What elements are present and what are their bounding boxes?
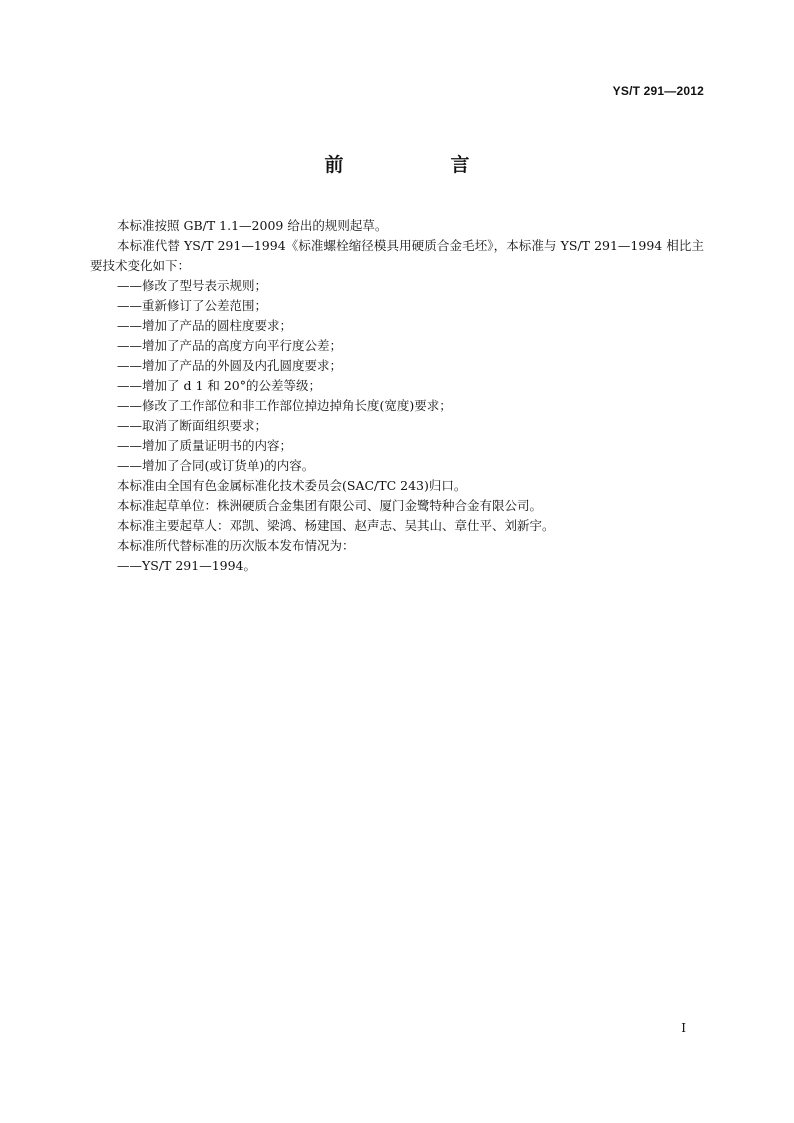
list-item-change: ——增加了产品的高度方向平行度公差；	[117, 338, 343, 353]
list-item-change: ——修改了型号表示规则；	[117, 278, 268, 293]
list-item-change: ——修改了工作部位和非工作部位掉边掉角长度(宽度)要求；	[117, 398, 452, 413]
list-item-change: ——重新修订了公差范围；	[117, 298, 268, 313]
page-title: 前 言	[324, 154, 514, 176]
standard-code: YS/T 291—2012	[612, 84, 704, 98]
paragraph-history: 本标准所代替标准的历次版本发布情况为：	[117, 538, 355, 553]
list-item-change: ——增加了 d 1 和 20°的公差等级；	[117, 378, 322, 393]
list-item-history: ——YS/T 291—1994。	[117, 558, 257, 573]
list-item-change: ——增加了合同(或订货单)的内容。	[117, 458, 315, 473]
list-item-change: ——增加了产品的圆柱度要求；	[117, 318, 293, 333]
paragraph-replacement: 本标准代替 YS/T 291—1994《标准螺栓缩径模具用硬质合金毛坯》，本标准与 YS/T 291—1994 相比主要技术变化如下：	[90, 238, 704, 273]
list-item-change: ——增加了质量证明书的内容；	[117, 438, 293, 453]
page-number: I	[681, 1021, 686, 1035]
list-item-change: ——增加了产品的外圆及内孔圆度要求；	[117, 358, 343, 373]
paragraph-drafters: 本标准主要起草人：邓凯、梁鸿、杨建国、赵声志、吴其山、章仕平、刘新宇。	[117, 518, 555, 533]
paragraph-drafting-rules: 本标准按照 GB/T 1.1—2009 给出的规则起草。	[117, 218, 388, 233]
paragraph-committee: 本标准由全国有色金属标准化技术委员会(SAC/TC 243)归口。	[117, 478, 467, 493]
foreword-body	[90, 216, 704, 576]
list-item-change: ——取消了断面组织要求；	[117, 418, 268, 433]
paragraph-drafting-units: 本标准起草单位：株洲硬质合金集团有限公司、厦门金鹭特种合金有限公司。	[117, 498, 543, 513]
